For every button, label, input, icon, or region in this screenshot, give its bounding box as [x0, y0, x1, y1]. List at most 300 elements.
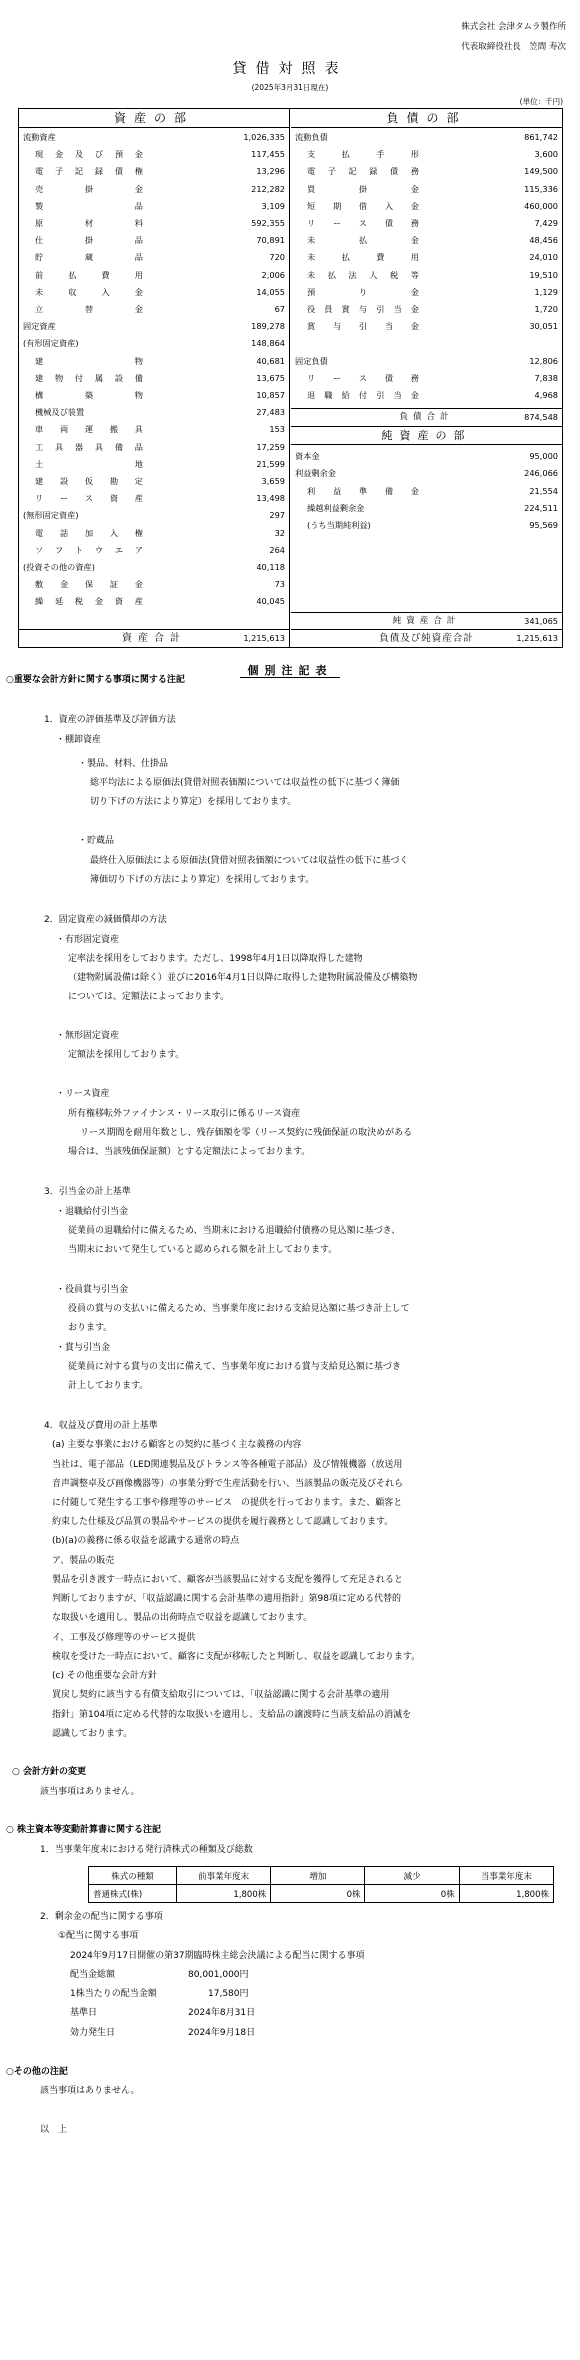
representative: 代表取締役社長 笠間 寿次: [461, 42, 566, 52]
label-char: 料: [134, 218, 143, 228]
shares-table: [88, 1866, 554, 1903]
label-char: 製: [35, 200, 44, 211]
net-asset-row: [291, 483, 562, 500]
label-char: 加: [84, 527, 94, 538]
note-line: 最終仕入原価法による原価法(貸借対照表価額については収益性の低下に基づく: [90, 856, 409, 866]
table-cell: 普通株式(株): [89, 1885, 177, 1903]
label-char: 金: [410, 200, 419, 211]
label-char: ス: [84, 493, 94, 504]
label-char: ト: [74, 544, 84, 555]
note-line: 総平均法による原価法(貸借対照表価額については収益性の低下に基づく簿価: [90, 778, 400, 788]
liability-value: 861,742: [524, 132, 558, 142]
label-char: ソ: [35, 544, 44, 555]
asset-label: [35, 525, 143, 542]
label-char: 利: [307, 485, 316, 496]
label-char: 金: [410, 321, 419, 332]
label-char: 建: [35, 355, 44, 366]
asset-row: [19, 198, 289, 215]
asset-value: 212,282: [251, 183, 285, 194]
balance-sheet-title: 貸借対照表: [232, 61, 348, 77]
label-char: 売: [35, 183, 44, 194]
label-char: 搬: [109, 424, 119, 435]
label-char: 員: [324, 304, 333, 314]
asset-row: [19, 593, 289, 610]
net-asset-value: 21,554: [529, 485, 558, 496]
label-char: 金: [134, 304, 143, 314]
label-char: 設: [59, 476, 69, 486]
label-char: 両: [59, 424, 69, 435]
label-char: 金: [410, 235, 419, 246]
label-char: 入: [384, 200, 394, 211]
label-char: 務: [410, 166, 419, 177]
net-asset-row: [291, 500, 562, 517]
note-line: 定率法を採用をしております。ただし、1998年4月1日以降取得した建物: [68, 954, 363, 964]
liability-row: [291, 215, 562, 232]
note-line: 以 上: [40, 2125, 68, 2135]
label-char: 築: [84, 390, 94, 400]
label-char: 保: [84, 579, 94, 590]
label-char: 現: [35, 149, 44, 160]
asset-label: [35, 387, 143, 404]
label-char: 運: [84, 424, 94, 435]
label-char: 買: [307, 183, 316, 194]
note-line: ・賞与引当金: [56, 1343, 111, 1353]
label-char: 給: [341, 390, 350, 400]
label-char: 金: [59, 579, 69, 590]
liability-row: [291, 370, 562, 387]
label-char: 品: [134, 441, 143, 452]
note-line: 該当事項はありません。: [40, 2086, 140, 2096]
label-char: 金: [410, 183, 419, 194]
net-asset-label: [307, 483, 419, 500]
label-char: 税: [390, 269, 399, 280]
liabilities-header: 負債の部: [291, 109, 562, 128]
net-assets-header-divider: [291, 444, 562, 445]
label-char: 引: [376, 304, 385, 314]
label-char: 品: [134, 252, 143, 263]
note-line: 定額法を採用しております。: [68, 1050, 185, 1060]
asset-label: 固定資産: [23, 321, 56, 332]
asset-label: [35, 232, 143, 249]
note-line: (c) その他重要な会計方針: [52, 1671, 157, 1681]
asset-row: [19, 181, 289, 198]
asset-row: [19, 249, 289, 266]
asset-row: [19, 232, 289, 249]
liability-label: [307, 370, 419, 387]
note-line: おります。: [68, 1323, 113, 1333]
label-char: エ: [114, 544, 124, 555]
note-line: ・無形固定資産: [56, 1031, 120, 1041]
net-asset-value: 246,066: [524, 468, 558, 479]
grand-total-row: [291, 630, 562, 647]
net-asset-value: 224,511: [524, 502, 558, 513]
note-line: 2024年9月18日: [188, 2028, 256, 2038]
note-line: 切り下げの方法により算定）を採用しております。: [90, 797, 297, 807]
note-line: リース期間を耐用年数とし、残存価額を零（リース契約に残価保証の取決めがある: [80, 1128, 413, 1138]
label-char: 払: [341, 252, 350, 263]
label-char: 当: [393, 304, 402, 314]
liability-value: 149,500: [524, 166, 558, 177]
label-char: ー: [59, 493, 69, 504]
label-char: び: [94, 149, 104, 160]
liability-row: [291, 163, 562, 180]
grand-total-label: 負債及び純資産合計: [379, 633, 474, 644]
note-line: 1株当たりの配当金額: [70, 1989, 157, 1999]
asset-label: [35, 267, 143, 284]
note-line: 製品を引き渡す一時点において、顧客が当該製品に対する支配を獲得して充足されると: [52, 1575, 403, 1585]
asset-value: 27,483: [256, 407, 285, 418]
liability-label: [307, 301, 419, 318]
unit-label: (単位：千円): [519, 97, 563, 106]
asset-row: [19, 146, 289, 163]
label-char: リ: [35, 493, 44, 504]
liability-value: 4,968: [534, 390, 558, 400]
liability-value: 24,010: [529, 252, 558, 263]
label-char: 未: [307, 235, 316, 246]
label-char: 債: [384, 372, 394, 383]
note-line: ・リース資産: [56, 1089, 110, 1099]
label-char: 地: [134, 458, 143, 469]
label-char: 具: [94, 441, 104, 452]
label-char: 賞: [341, 304, 350, 314]
liability-row: [291, 335, 562, 352]
label-char: 払: [358, 235, 368, 246]
liability-row: [291, 232, 562, 249]
asset-label: [35, 301, 143, 318]
label-char: 蔵: [84, 252, 94, 263]
label-char: 金: [410, 485, 419, 496]
label-char: 人: [369, 269, 378, 280]
note-line: ①配当に関する事項: [58, 1931, 139, 1941]
note-line: 音声調整卓及び画像機器等）の事業分野で生産活動を行い、当該製品の販売及びそれら: [52, 1479, 404, 1489]
label-char: 設: [114, 372, 124, 383]
note-line: ・貯蔵品: [78, 836, 115, 846]
asset-label: [35, 542, 143, 559]
label-char: 具: [54, 441, 64, 452]
label-char: 未: [307, 269, 316, 280]
note-line: 基準日: [70, 2008, 98, 2018]
label-char: 払: [68, 269, 77, 280]
label-char: 及: [74, 149, 84, 160]
note-line: (b)(a)の義務に係る収益を認識する通常の時点: [52, 1536, 240, 1546]
section-heading: ○ 会計方針の変更: [12, 1767, 86, 1777]
asset-value: 70,891: [256, 235, 285, 246]
balance-sheet-table: [18, 108, 563, 648]
asset-label: [35, 421, 143, 438]
table-cell: 減少: [365, 1867, 459, 1885]
label-char: 証: [109, 579, 119, 590]
label-char: 記: [74, 166, 84, 177]
label-char: 属: [94, 372, 104, 383]
liability-value: 460,000: [524, 200, 558, 211]
label-char: 金: [134, 579, 143, 590]
asset-row: [19, 404, 289, 421]
liability-value: 1,129: [534, 286, 558, 297]
net-asset-value: 95,000: [529, 451, 558, 462]
note-line: ・製品、材料、仕掛品: [78, 759, 169, 769]
label-char: 貯: [35, 252, 44, 263]
liability-row: [291, 198, 562, 215]
net-assets-header-row: [291, 427, 562, 444]
label-char: 権: [134, 527, 143, 538]
label-char: 賞: [307, 321, 316, 332]
label-char: 金: [410, 304, 419, 314]
company-name: 株式会社 会津タムラ製作所: [461, 22, 566, 32]
note-line: については、定額法によっております。: [68, 992, 230, 1002]
label-char: 用: [410, 252, 419, 263]
asset-row: [19, 473, 289, 490]
asset-value: 13,296: [256, 166, 285, 177]
label-char: 録: [94, 166, 104, 177]
note-line: 配当金総額: [70, 1970, 116, 1980]
asset-label: [35, 146, 143, 163]
label-char: 替: [84, 304, 94, 314]
liability-value: 7,429: [534, 218, 558, 228]
label-char: 与: [332, 321, 342, 332]
asset-row: [19, 163, 289, 180]
net-asset-label: 利益剰余金: [295, 468, 336, 479]
label-char: 延: [54, 596, 64, 607]
asset-label: [35, 215, 143, 232]
label-char: 職: [324, 390, 333, 400]
net-asset-row: [291, 448, 562, 465]
liability-value: 3,600: [534, 149, 558, 160]
label-char: 建: [35, 476, 44, 486]
label-char: ウ: [94, 544, 104, 555]
asset-label: [35, 198, 143, 215]
label-char: 資: [109, 493, 119, 504]
liability-value: 1,720: [534, 304, 558, 314]
asset-row: [19, 129, 289, 146]
label-char: 原: [35, 218, 44, 228]
asset-value: 13,498: [256, 493, 285, 504]
label-char: リ: [307, 218, 316, 228]
label-char: 預: [114, 149, 124, 160]
note-line: 買戻し契約に該当する有償支給取引については、「収益認識に関する会計基準の適用: [52, 1690, 390, 1700]
asset-row: [19, 559, 289, 576]
label-char: 具: [134, 424, 143, 435]
label-char: 準: [358, 485, 368, 496]
note-line: 該当事項はありません。: [40, 1787, 140, 1797]
liability-label: [307, 215, 419, 232]
note-line: 2．剰余金の配当に関する事項: [40, 1912, 163, 1922]
asset-row: [19, 353, 289, 370]
label-char: 子: [327, 166, 336, 177]
asset-value: 1,026,335: [243, 132, 285, 142]
label-char: 費: [101, 269, 110, 280]
assets-total-row: [19, 630, 289, 647]
asset-value: 153: [269, 424, 285, 435]
label-char: 務: [410, 218, 419, 228]
asset-row: [19, 301, 289, 318]
shares-table-header: [89, 1867, 554, 1885]
asset-label: [35, 473, 143, 490]
note-line: ・棚卸資産: [56, 735, 102, 745]
net-asset-label: 資本金: [295, 451, 320, 462]
label-char: 材: [84, 218, 94, 228]
note-line: 当社は、電子部品（LED関連製品及びトランス等各種電子部品）及び情報機器（放送用: [52, 1460, 403, 1470]
note-line: 簿価切り下げの方法により算定）を採用しております。: [90, 875, 315, 885]
liability-label: 流動負債: [295, 132, 328, 142]
table-cell: 1,800株: [177, 1885, 271, 1903]
note-line: 3．引当金の計上基準: [44, 1187, 131, 1197]
label-char: 債: [384, 218, 394, 228]
label-char: ス: [358, 218, 368, 228]
asset-label: [35, 593, 143, 610]
label-char: 金: [134, 149, 143, 160]
asset-row: [19, 542, 289, 559]
liability-label: [307, 146, 419, 163]
liability-row: [291, 146, 562, 163]
note-line: 指針」第104項に定める代替的な取扱いを適用し、支給品の譲渡時に当該支給品の消滅を: [52, 1710, 412, 1720]
table-cell: 1,800株: [459, 1885, 553, 1903]
asset-row: [19, 335, 289, 352]
label-char: 備: [384, 485, 394, 496]
label-char: 電: [35, 527, 44, 538]
note-line: 検収を受けた一時点において、顧客に支配が移転したと判断し、収益を認識しております。: [52, 1652, 421, 1662]
asset-value: 73: [274, 579, 285, 590]
asset-value: 14,055: [256, 286, 285, 297]
asset-label: [35, 163, 143, 180]
label-char: ス: [358, 372, 368, 383]
table-cell: 0株: [365, 1885, 459, 1903]
net-asset-label: 繰越利益剰余金: [307, 502, 365, 513]
net-asset-row: [291, 465, 562, 482]
note-line: ・役員賞与引当金: [56, 1285, 129, 1295]
table-cell: 前事業年度末: [177, 1867, 271, 1885]
note-line: 80,001,000円: [188, 1970, 249, 1980]
asset-row: [19, 507, 289, 524]
liability-label: 固定負債: [295, 355, 328, 366]
asset-value: 40,045: [256, 596, 285, 607]
label-char: 税: [74, 596, 84, 607]
label-char: 物: [134, 390, 143, 400]
section-heading: ○その他の注記: [6, 2067, 68, 2077]
label-char: 債: [390, 166, 399, 177]
liability-value: 115,336: [524, 183, 558, 194]
label-char: 掛: [84, 235, 94, 246]
label-char: 務: [410, 372, 419, 383]
asset-label: (無形固定資産): [23, 510, 79, 521]
note-line: な取扱いを適用し、製品の出荷時点で収益を認識しております。: [52, 1613, 313, 1623]
note-line: 17,580円: [208, 1989, 249, 1999]
asset-value: 592,355: [251, 218, 285, 228]
label-char: 手: [376, 149, 385, 160]
asset-row: [19, 421, 289, 438]
assets-column: [19, 109, 290, 647]
company-header: [461, 17, 566, 57]
liability-row: [291, 318, 562, 335]
label-char: 払: [327, 269, 336, 280]
asset-value: 3,659: [261, 476, 285, 486]
asset-label: [35, 284, 143, 301]
note-line: 当期末において発生していると認められる額を計上しております。: [68, 1245, 338, 1255]
note-line: イ、工事及び修理等のサービス提供: [52, 1633, 196, 1643]
label-char: 建: [35, 372, 44, 383]
liability-label: [307, 318, 419, 335]
liability-label: [307, 249, 419, 266]
grand-total-value: 1,215,613: [516, 633, 558, 643]
label-char: 未: [307, 252, 316, 263]
asset-row: [19, 387, 289, 404]
label-char: 収: [68, 286, 77, 297]
assets-total-label: 資産合計: [122, 633, 186, 644]
label-char: 退: [307, 390, 316, 400]
label-char: 前: [35, 269, 44, 280]
label-char: 子: [54, 166, 64, 177]
label-char: 役: [307, 304, 316, 314]
asset-value: 10,857: [256, 390, 285, 400]
asset-label: [35, 576, 143, 593]
note-line: 従業員の退職給付に備えるため、当期末における退職給付債務の見込額に基づき、: [68, 1226, 401, 1236]
label-char: 法: [348, 269, 357, 280]
label-char: 品: [134, 235, 143, 246]
label-char: 与: [358, 304, 368, 314]
asset-label: (有形固定資産): [23, 338, 79, 349]
note-line: 計上しております。: [68, 1381, 149, 1391]
asset-value: 2,006: [261, 269, 285, 280]
note-line: 4．収益及び費用の計上基準: [44, 1421, 158, 1431]
liability-label: [307, 284, 419, 301]
asset-row: [19, 490, 289, 507]
label-char: 敷: [35, 579, 44, 590]
label-char: 仮: [84, 476, 94, 486]
assets-header: 資産の部: [19, 109, 289, 128]
net-total-label: 純資産合計: [392, 616, 461, 626]
table-cell: 当事業年度末: [459, 1867, 553, 1885]
net-asset-value: 95,569: [529, 520, 558, 530]
note-line: 2024年9月17日開催の第37期臨時株主総会決議による配当に関する事項: [70, 1951, 365, 1961]
label-char: 期: [332, 200, 342, 211]
liability-label: [307, 163, 419, 180]
asset-label: [35, 439, 143, 456]
label-char: り: [358, 286, 368, 297]
asset-value: 17,259: [256, 441, 285, 452]
label-char: 勘: [109, 476, 119, 486]
liability-row: [291, 284, 562, 301]
liability-row: [291, 353, 562, 370]
asset-label: [35, 353, 143, 370]
label-char: 未: [35, 286, 44, 297]
label-char: 債: [114, 166, 124, 177]
liability-value: 48,456: [529, 235, 558, 246]
liabilities-column: [291, 109, 562, 647]
label-char: 当: [384, 321, 394, 332]
asset-value: 297: [269, 510, 285, 521]
asset-label: [35, 490, 143, 507]
net-assets-header: 純資産の部: [381, 429, 472, 443]
asset-row: [19, 284, 289, 301]
label-char: 入: [101, 286, 110, 297]
label-char: 工: [35, 441, 44, 452]
liability-row: [291, 387, 562, 404]
liabilities-total-label: 負債合計: [399, 412, 454, 423]
asset-label: [35, 370, 143, 387]
asset-row: [19, 370, 289, 387]
label-char: 掛: [84, 183, 94, 194]
label-char: 金: [410, 286, 419, 297]
label-char: 金: [410, 390, 419, 400]
label-char: ー: [332, 218, 342, 228]
asset-value: 264: [269, 544, 285, 555]
section-heading: ○ 株主資本等変動計算書に関する注記: [6, 1825, 161, 1835]
label-char: フ: [54, 544, 64, 555]
note-line: 所有権移転外ファイナンス・リース取引に係るリース資産: [68, 1109, 301, 1119]
label-char: 繰: [35, 596, 44, 607]
table-cell: 株式の種類: [89, 1867, 177, 1885]
asset-value: 189,278: [251, 321, 285, 332]
note-line: 2．固定資産の減価償却の方法: [44, 915, 167, 925]
